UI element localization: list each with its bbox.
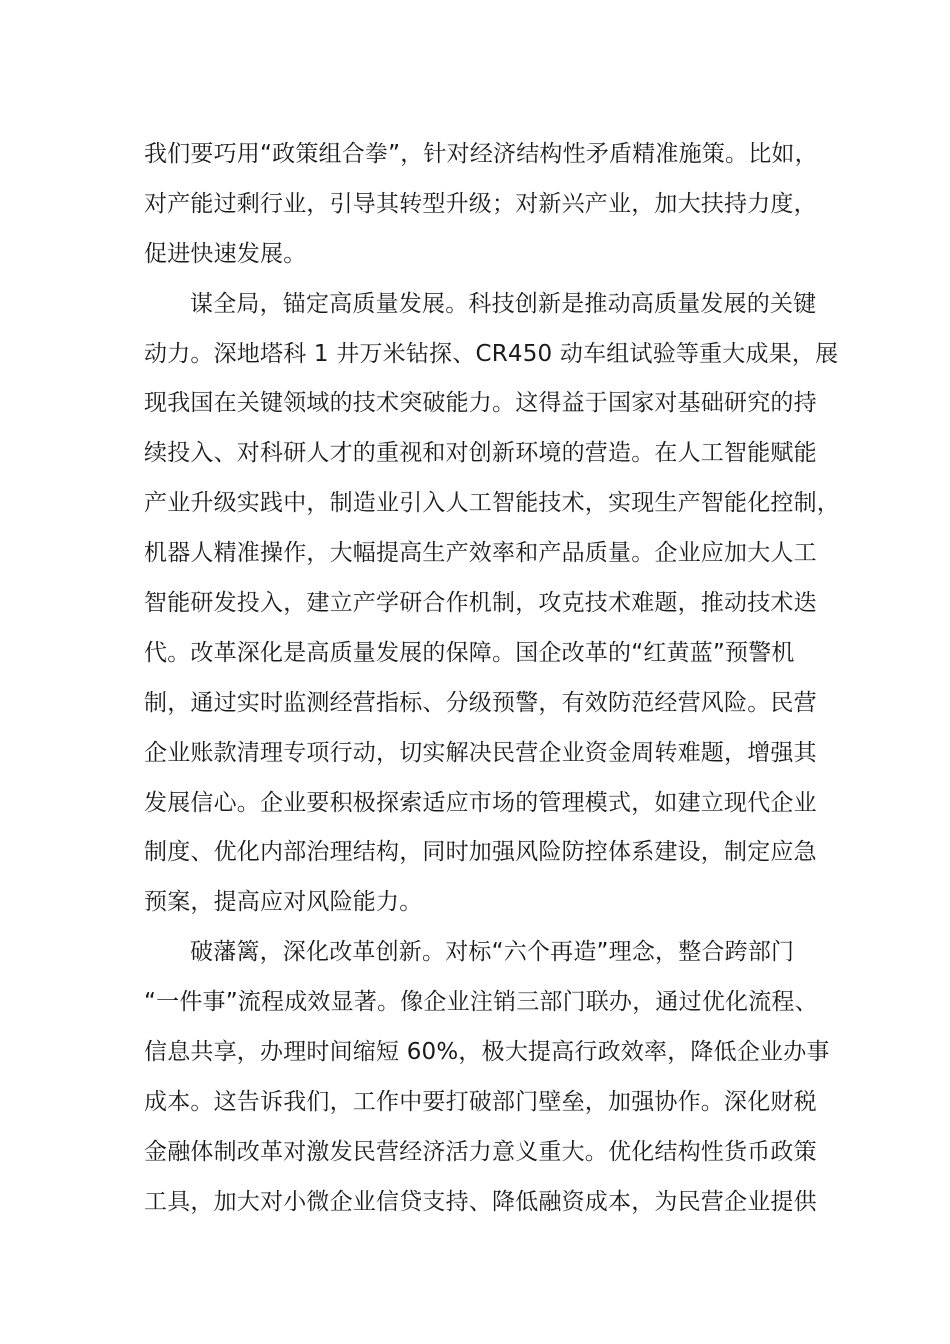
text-line: 续投入、对科研人才的重视和对创新环境的营造。在人工智能赋能 <box>144 440 817 467</box>
text-line: 企业账款清理专项行动，切实解决民营企业资金周转难题，增强其 <box>144 739 817 766</box>
text-line: 动力。深地塔科 1 井万米钻探、CR450 动车组试验等重大成果，展 <box>144 340 839 367</box>
text-line: 促进快速发展。 <box>144 240 307 267</box>
text-line: 机器人精准操作，大幅提高生产效率和产品质量。企业应加大人工 <box>144 540 817 567</box>
text-line: 破藩篱，深化改革创新。对标“六个再造”理念，整合跨部门 <box>190 939 795 966</box>
text-line: 我们要巧用“政策组合拳”，针对经济结构性矛盾精准施策。比如， <box>144 141 818 167</box>
text-line: 智能研发投入，建立产学研合作机制，攻克技术难题，推动技术迭 <box>144 590 817 617</box>
paragraph-3 <box>144 928 830 1227</box>
text-line: 信息共享，办理时间缩短 60%，极大提高行政效率，降低企业办事 <box>144 1039 830 1066</box>
text-line: 工具，加大对小微企业信贷支持、降低融资成本，为民营企业提供 <box>144 1188 817 1215</box>
text-line: 制，通过实时监测经营指标、分级预警，有效防范经营风险。民营 <box>144 689 817 716</box>
paragraph-2 <box>144 280 840 929</box>
text-line: 成本。这告诉我们，工作中要打破部门壁垒，加强协作。深化财税 <box>144 1088 817 1115</box>
text-line: 对产能过剩行业，引导其转型升级；对新兴产业，加大扶持力度， <box>144 190 817 217</box>
text-line: 现我国在关键领域的技术突破能力。这得益于国家对基础研究的持 <box>144 390 817 417</box>
text-line: 金融体制改革对激发民营经济活力意义重大。优化结构性货币政策 <box>144 1138 817 1165</box>
text-line: 谋全局，锚定高质量发展。科技创新是推动高质量发展的关键 <box>190 290 817 317</box>
text-line: 代。改革深化是高质量发展的保障。国企改革的“红黄蓝”预警机 <box>144 639 795 666</box>
text-line: 产业升级实践中，制造业引入人工智能技术，实现生产智能化控制， <box>144 490 840 517</box>
text-line: 发展信心。企业要积极探索适应市场的管理模式，如建立现代企业 <box>144 789 817 816</box>
paragraph-1 <box>144 130 818 280</box>
text-line: 预案，提高应对风险能力。 <box>144 889 423 916</box>
text-line: 制度、优化内部治理结构，同时加强风险防控体系建设，制定应急 <box>144 839 817 866</box>
text-line: “一件事”流程成效显著。像企业注销三部门联办，通过优化流程、 <box>144 989 818 1016</box>
body-text <box>144 130 840 1228</box>
